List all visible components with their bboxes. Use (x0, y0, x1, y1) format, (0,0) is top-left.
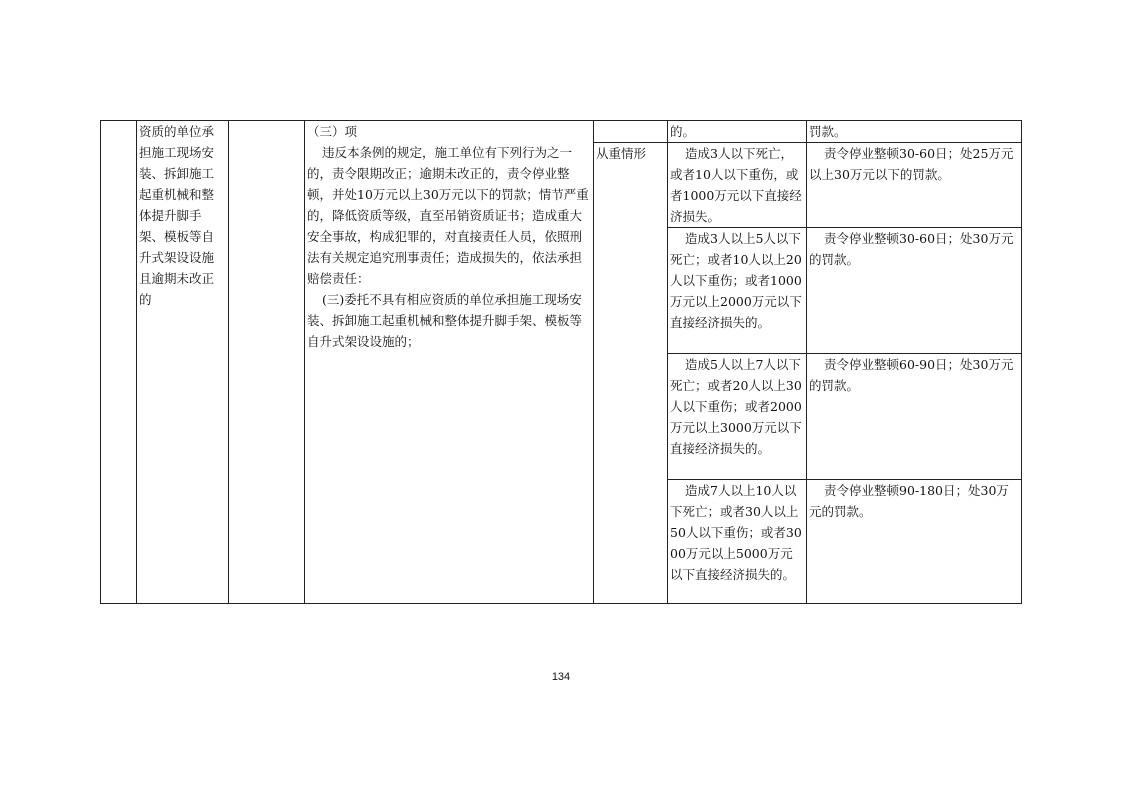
circumstance-cell: 造成5人以上7人以下死亡；或者20人以上30人以下重伤；或者2000万元以上3000万元以下直接经济损失的。 (668, 354, 807, 480)
legal-basis-body: 违反本条例的规定，施工单位有下列行为之一的，责令限期改正；逾期未改正的，责令停业整顿，并处10万元以上30万元以下的罚款；情节严重的，降低资质等级，直至吊销资质证书；造成重大安全事故，构成犯罪的，对直接责任人员，依照刑法有关规定追究刑事责任；造成损失的，依法承担赔偿责任： (307, 145, 589, 286)
penalty-cell: 责令停业整顿30-60日；处25万元以上30万元以下的罚款。 (807, 143, 1022, 228)
circumstance-cell: 造成7人以上10人以下死亡；或者30人以上50人以下重伤；或者3000万元以上5000万元以下直接经济损失的。 (668, 480, 807, 604)
index-cell (101, 121, 137, 604)
severity-label-cell: 从重情形 (594, 143, 668, 604)
penalty-table (100, 120, 1022, 604)
page-number: 134 (551, 671, 571, 683)
circumstance-cell: 造成3人以上5人以下死亡；或者10人以上20人以下重伤；或者1000万元以上2000万元以下直接经济损失的。 (668, 228, 807, 354)
circumstance-cell: 的。 (668, 121, 807, 143)
violation-cell: 资质的单位承担施工现场安装、拆卸施工起重机械和整体提升脚手架、模板等自升式架设设施且逾期未改正的 (137, 121, 229, 604)
penalty-cell: 责令停业整顿60-90日；处30万元的罚款。 (807, 354, 1022, 480)
penalty-cell: 罚款。 (807, 121, 1022, 143)
legal-basis-item: (三)委托不具有相应资质的单位承担施工现场安装、拆卸施工起重机械和整体提升脚手架、模板等自升式架设设施的； (307, 292, 583, 349)
blank-cell (229, 121, 305, 604)
penalty-cell: 责令停业整顿30-60日；处30万元的罚款。 (807, 228, 1022, 354)
legal-basis-heading: （三）项 (307, 124, 358, 139)
legal-basis-cell (305, 121, 594, 604)
circumstance-cell: 造成3人以下死亡，或者10人以下重伤，或者1000万元以下直接经济损失。 (668, 143, 807, 228)
severity-top-cell (594, 121, 668, 143)
penalty-cell: 责令停业整顿90-180日；处30万元的罚款。 (807, 480, 1022, 604)
table-row (101, 121, 1022, 143)
